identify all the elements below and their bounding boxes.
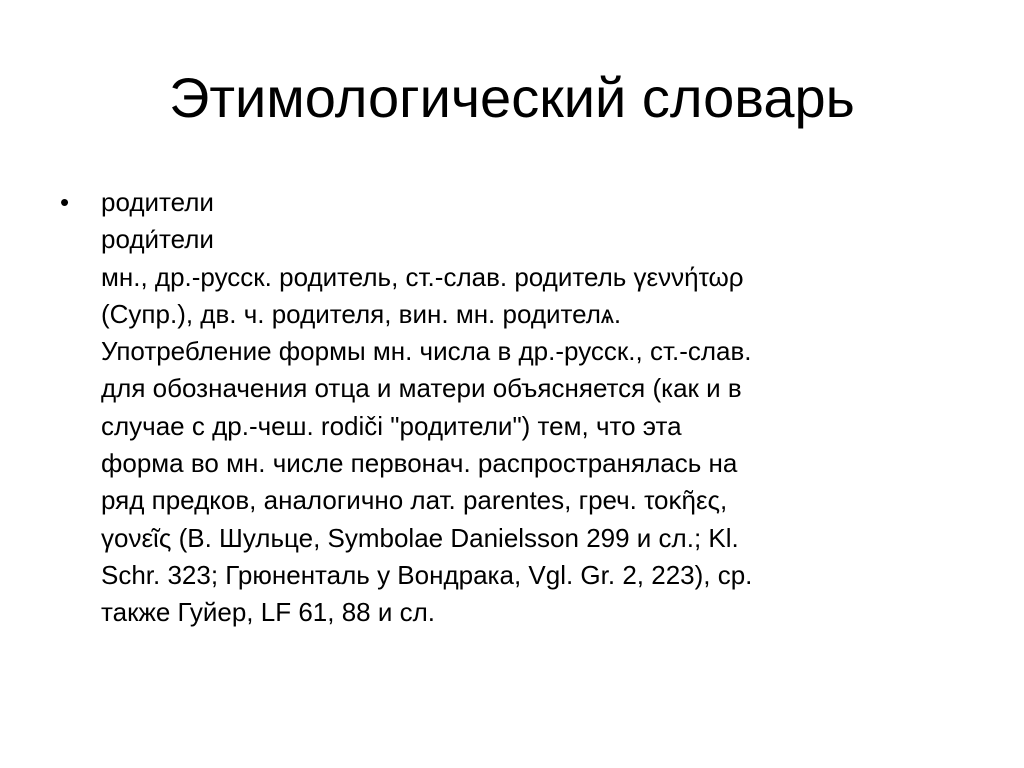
entry-text-line: форма во мн. числе первонач. распространялась на <box>101 448 738 479</box>
dictionary-entry-bullet <box>60 184 980 632</box>
entry-text-line: ряд предков, аналогично лат. parentes, греч. τοκῆες, <box>101 485 728 516</box>
entry-text-line: случае с др.-чеш. rodiči "родители") тем, что эта <box>101 410 682 441</box>
entry-text-line: Schr. 323; Грюненталь у Вондрака, Vgl. Gr. 2, 223), ср. <box>101 559 753 590</box>
entry-headword-stressed: роди́тели <box>101 224 214 255</box>
entry-text-line: (Супр.), дв. ч. родителя, вин. мн. родителѧ. <box>101 298 622 329</box>
slide-content <box>60 184 980 632</box>
bullet-icon: • <box>60 187 70 217</box>
entry-text-line: для обозначения отца и матери объясняется (как и в <box>101 373 742 404</box>
entry-text-line: Употребление формы мн. числа в др.-русск., ст.-слав. <box>101 336 752 367</box>
entry-headword: родители <box>101 187 214 217</box>
entry-text-line: также Гуйер, LF 61, 88 и сл. <box>101 597 435 628</box>
entry-text-line: мн., др.-русск. родитель, ст.-слав. родитель γεννήτωρ <box>101 261 744 292</box>
entry-text-line: γονεῖς (В. Шульце, Symbolae Danielsson 299 и сл.; Kl. <box>101 522 739 553</box>
slide-title: Этимологический словарь <box>169 66 855 129</box>
